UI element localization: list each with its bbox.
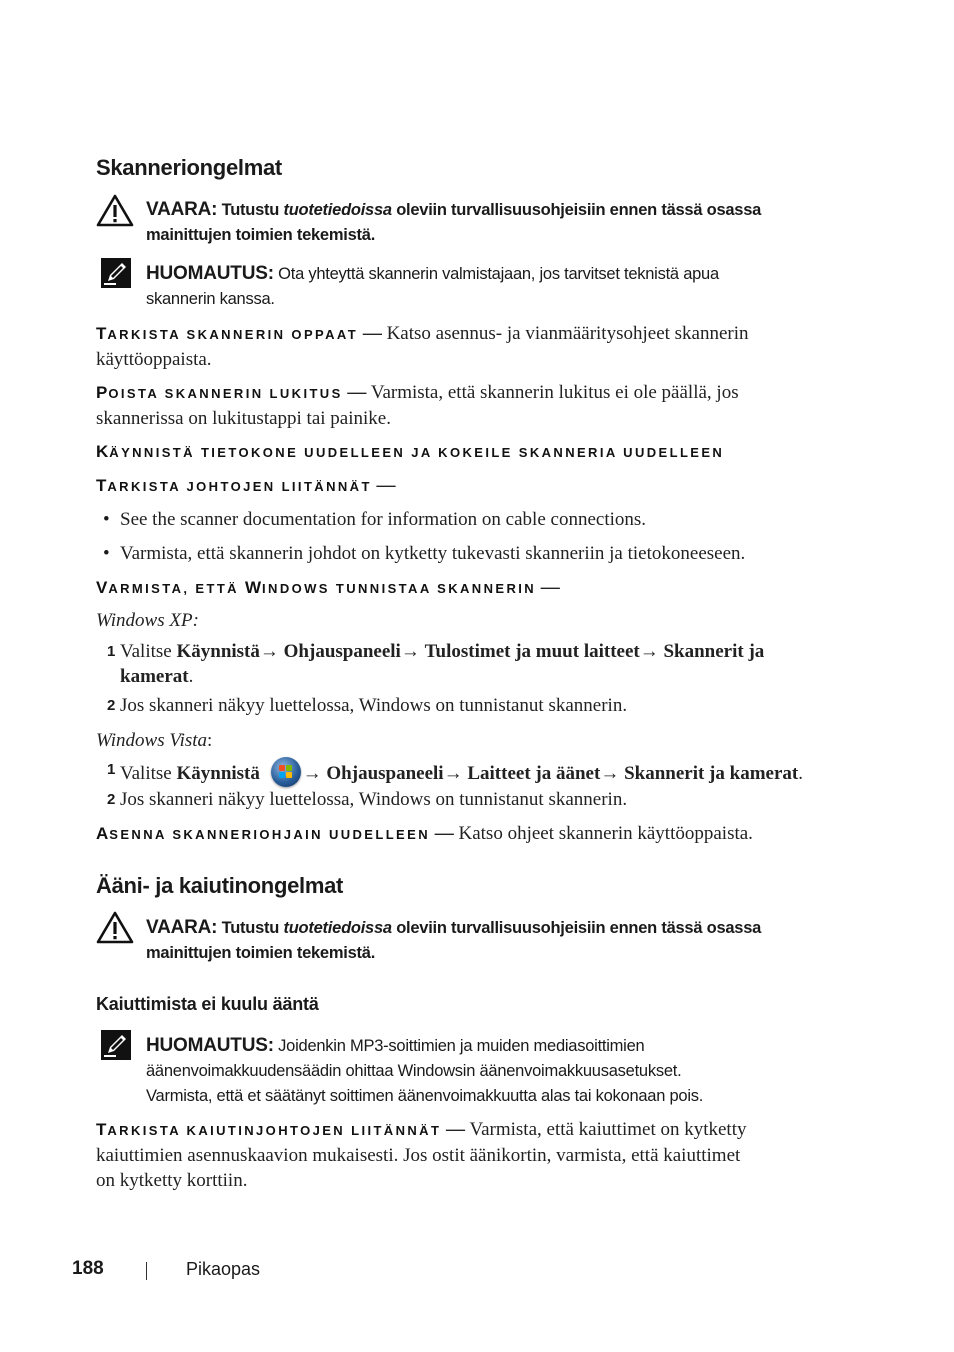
- vista-step-1: Valitse Käynnistä → Ohjauspaneeli→ Laitteet ja äänet→ Skannerit ja kamerat.: [120, 757, 840, 787]
- bullet-icon: •: [103, 509, 110, 530]
- remove-lock-heading: POISTA SKANNERIN LUKITUS: [96, 383, 343, 402]
- note-pencil-icon: [100, 1029, 132, 1061]
- section-title-audio: Ääni- ja kaiutinongelmat: [96, 873, 344, 898]
- windows-vista-label: Windows Vista:: [96, 730, 213, 751]
- xp-step-2: Jos skanneri näkyy luettelossa, Windows on tunnistanut skannerin.: [120, 695, 628, 716]
- list-item: See the scanner documentation for information on cable connections.: [120, 509, 647, 530]
- list-item: Varmista, että skannerin johdot on kytketty tukevasti skanneriin ja tietokoneeseen.: [120, 543, 746, 564]
- restart-heading: KÄYNNISTÄ TIETOKONE UUDELLEEN JA KOKEILE SKANNERIA UUDELLEEN: [96, 442, 725, 461]
- warning-triangle-icon: [96, 911, 134, 945]
- step-number: 2: [107, 697, 116, 714]
- warning-notice: VAARA: Tutustu tuotetiedoissa oleviin turvallisuusohjeisiin ennen tässä osassa mainittujen toimien tekemistä.: [146, 199, 762, 244]
- reinstall-driver-paragraph: ASENNA SKANNERIOHJAIN UUDELLEEN — Katso ohjeet skannerin käyttöoppaista.: [96, 823, 753, 844]
- check-manuals-heading: TARKISTA SKANNERIN OPPAAT: [96, 324, 359, 343]
- step-number: 1: [107, 643, 116, 660]
- step-number: 2: [107, 791, 116, 808]
- xp-step-1: Valitse Käynnistä→ Ohjauspaneeli→ Tulostimet ja muut laitteet→ Skannerit ja kamerat.: [120, 641, 765, 687]
- remove-lock-paragraph: POISTA SKANNERIN LUKITUS — Varmista, että skannerin lukitus ei ole päällä, jos skannerissa on lukitustappi tai painike.: [96, 382, 739, 429]
- warning-triangle-icon: [96, 194, 134, 228]
- warning-label: VAARA:: [146, 199, 218, 220]
- speaker-cables-paragraph: TARKISTA KAIUTINJOHTOJEN LIITÄNNÄT — Varmista, että kaiuttimet on kytketty kaiuttimien asennuskaavion mukaisesti. Jos ostit äänikortin, varmista, että kaiuttimet on kytketty korttiin.: [96, 1119, 747, 1191]
- subsection-title-no-sound: Kaiuttimista ei kuulu ääntä: [96, 994, 319, 1014]
- windows-start-icon: [271, 757, 301, 787]
- step-number: 1: [107, 761, 116, 778]
- page-number: 188: [72, 1258, 104, 1279]
- section-title-scanner: Skanneriongelmat: [96, 155, 282, 180]
- warning-notice: VAARA: Tutustu tuotetiedoissa oleviin turvallisuusohjeisiin ennen tässä osassa mainittujen toimien tekemistä.: [146, 917, 762, 962]
- footer-divider: [146, 1262, 147, 1280]
- note-label: HUOMAUTUS:: [146, 263, 274, 284]
- note-notice: HUOMAUTUS: Joidenkin MP3-soittimien ja muiden mediasoittimien äänenvoimakkuudensäädin ohittaa Windowsin äänenvoimakkuusasetukset. Varmista, että et säätänyt soittimen äänenvoimakkuutta alas tai kokonaan pois.: [146, 1035, 704, 1105]
- note-pencil-icon: [100, 257, 132, 289]
- bullet-icon: •: [103, 543, 110, 564]
- check-cables-heading: TARKISTA JOHTOJEN LIITÄNNÄT —: [96, 475, 396, 496]
- windows-recognition-heading: VARMISTA, ETTÄ WINDOWS TUNNISTAA SKANNERIN —: [96, 577, 560, 598]
- note-notice: HUOMAUTUS: Ota yhteyttä skannerin valmistajaan, jos tarvitset teknistä apua skannerin kanssa.: [146, 263, 719, 308]
- vista-step-2: Jos skanneri näkyy luettelossa, Windows on tunnistanut skannerin.: [120, 789, 628, 810]
- windows-xp-label: Windows XP:: [96, 610, 199, 631]
- check-manuals-paragraph: TARKISTA SKANNERIN OPPAAT — Katso asennus- ja vianmääritysohjeet skannerin käyttöoppaista.: [96, 323, 749, 370]
- footer-title: Pikaopas: [186, 1259, 261, 1279]
